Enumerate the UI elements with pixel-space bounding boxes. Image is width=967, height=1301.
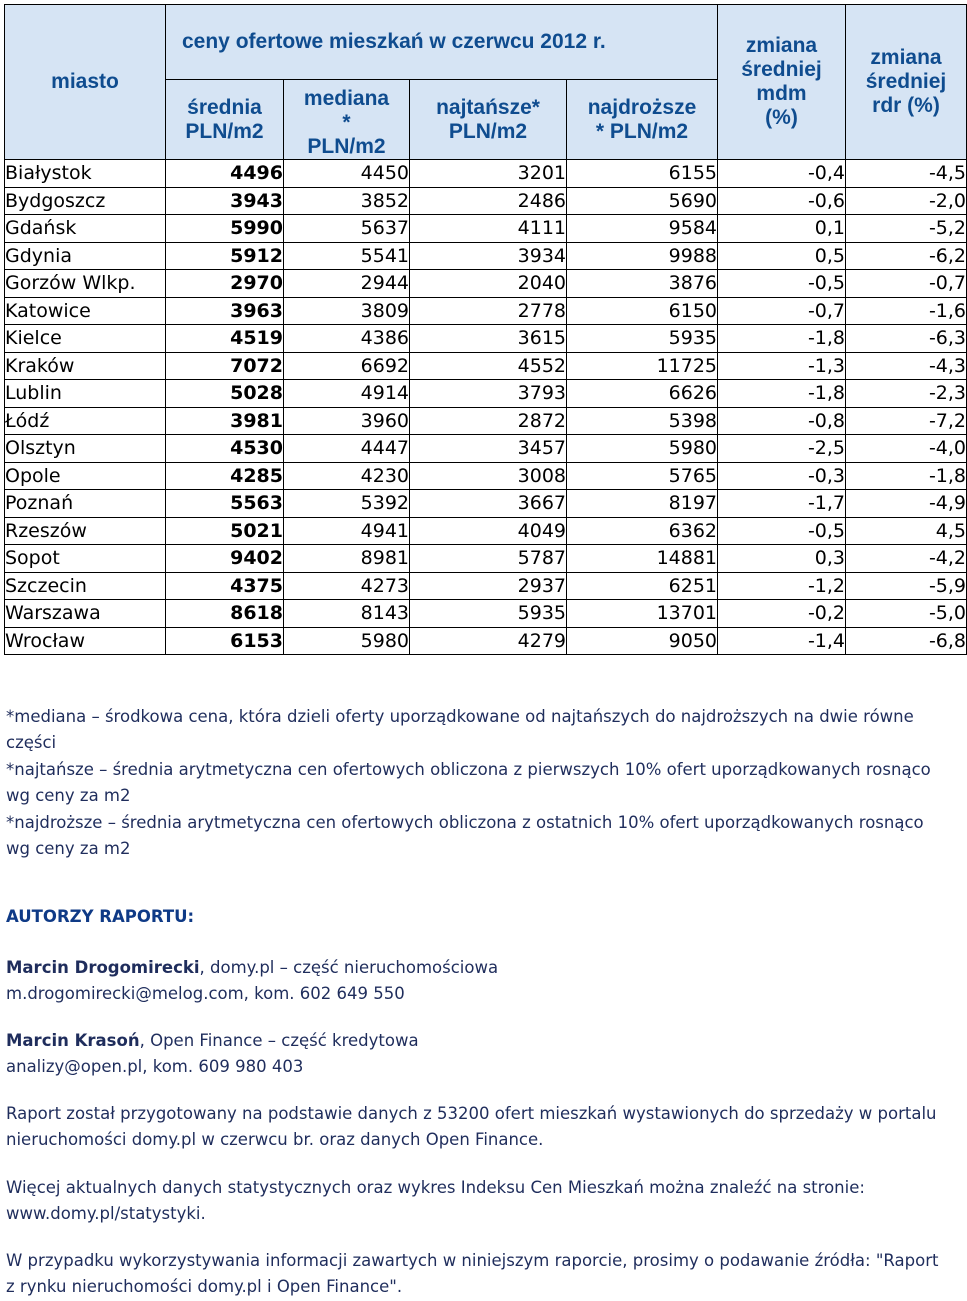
cell-median: 3809	[284, 297, 410, 325]
table-header-row-1	[5, 5, 967, 80]
table-body	[5, 160, 967, 655]
header-change-rdr: zmiana średniej rdr (%)	[846, 5, 967, 160]
footnote-cheapest: *najtańsze – średnia arytmetyczna cen ofertowych obliczona z pierwszych 10% ofert uporządkowanych rosnąco wg ceny za m2	[6, 759, 931, 806]
table-row	[5, 490, 967, 518]
cell-median: 5392	[284, 490, 410, 518]
cell-change-mdm: 0,1	[718, 215, 846, 243]
cell-city: Poznań	[5, 490, 166, 518]
cell-cheapest: 2872	[410, 407, 567, 435]
table-row	[5, 600, 967, 628]
cell-average: 3981	[166, 407, 284, 435]
table-row	[5, 187, 967, 215]
cell-change-rdr: -0,7	[846, 270, 967, 298]
header-priciest: najdroższe * PLN/m2	[567, 80, 718, 160]
cell-city: Gdynia	[5, 242, 166, 270]
cell-priciest: 9988	[567, 242, 718, 270]
cell-city: Olsztyn	[5, 435, 166, 463]
cell-priciest: 6155	[567, 160, 718, 188]
cell-change-mdm: -0,4	[718, 160, 846, 188]
cell-cheapest: 2040	[410, 270, 567, 298]
cell-average: 5021	[166, 517, 284, 545]
cell-change-mdm: -1,7	[718, 490, 846, 518]
cell-city: Łódź	[5, 407, 166, 435]
cell-change-rdr: -1,8	[846, 462, 967, 490]
cell-priciest: 5765	[567, 462, 718, 490]
header-cheapest: najtańsze* PLN/m2	[410, 80, 567, 160]
cell-priciest: 5935	[567, 325, 718, 353]
cell-average: 3943	[166, 187, 284, 215]
cell-priciest: 6150	[567, 297, 718, 325]
cell-change-mdm: -1,8	[718, 380, 846, 408]
cell-median: 2944	[284, 270, 410, 298]
cell-change-mdm: 0,5	[718, 242, 846, 270]
header-change-mdm: zmiana średniej mdm (%)	[718, 5, 846, 160]
cell-city: Wrocław	[5, 627, 166, 655]
cell-average: 9402	[166, 545, 284, 573]
cell-change-rdr: -2,0	[846, 187, 967, 215]
cell-median: 4447	[284, 435, 410, 463]
cell-change-rdr: -4,3	[846, 352, 967, 380]
cell-change-rdr: -6,3	[846, 325, 967, 353]
cell-city: Gorzów Wlkp.	[5, 270, 166, 298]
cell-change-mdm: -0,2	[718, 600, 846, 628]
cell-median: 5637	[284, 215, 410, 243]
paragraph-more-data: Więcej aktualnych danych statystycznych oraz wykres Indeksu Cen Mieszkań można znaleźć na stronie: www.domy.pl/statystyki.	[6, 1178, 865, 1224]
cell-median: 6692	[284, 352, 410, 380]
cell-average: 5028	[166, 380, 284, 408]
cell-cheapest: 3201	[410, 160, 567, 188]
footnote-median: *mediana – środkowa cena, która dzieli oferty uporządkowane od najtańszych do najdroższych na dwie równe części	[6, 707, 914, 753]
cell-cheapest: 2937	[410, 572, 567, 600]
paragraph-citation: W przypadku wykorzystywania informacji zawartych w niniejszym raporcie, prosimy o podawanie źródła: "Raport z rynku nieruchomości domy.pl i Open Finance".	[6, 1251, 939, 1297]
paragraph-data-source: Raport został przygotowany na podstawie danych z 53200 ofert mieszkań wystawionych do sprzedaży w portalu nieruchomości domy.pl w czerwcu br. oraz danych Open Finance.	[6, 1104, 937, 1150]
cell-cheapest: 4111	[410, 215, 567, 243]
cell-city: Szczecin	[5, 572, 166, 600]
cell-city: Opole	[5, 462, 166, 490]
cell-city: Rzeszów	[5, 517, 166, 545]
author-2-affiliation: , Open Finance – część kredytowa	[139, 1031, 419, 1050]
cell-priciest: 14881	[567, 545, 718, 573]
cell-median: 8143	[284, 600, 410, 628]
cell-priciest: 9050	[567, 627, 718, 655]
cell-change-mdm: -0,7	[718, 297, 846, 325]
cell-median: 4450	[284, 160, 410, 188]
author-1	[6, 955, 951, 1008]
cell-median: 4941	[284, 517, 410, 545]
cell-priciest: 5980	[567, 435, 718, 463]
table-row	[5, 215, 967, 243]
cell-average: 5990	[166, 215, 284, 243]
cell-median: 5980	[284, 627, 410, 655]
cell-average: 2970	[166, 270, 284, 298]
header-median: mediana * PLN/m2	[284, 80, 410, 160]
cell-change-rdr: -1,6	[846, 297, 967, 325]
price-table	[4, 4, 967, 655]
cell-city: Warszawa	[5, 600, 166, 628]
cell-city: Białystok	[5, 160, 166, 188]
cell-cheapest: 3667	[410, 490, 567, 518]
cell-change-rdr: -5,9	[846, 572, 967, 600]
cell-city: Kraków	[5, 352, 166, 380]
cell-priciest: 6251	[567, 572, 718, 600]
cell-change-rdr: -2,3	[846, 380, 967, 408]
table-row	[5, 462, 967, 490]
table-row	[5, 160, 967, 188]
cell-city: Lublin	[5, 380, 166, 408]
cell-average: 4519	[166, 325, 284, 353]
cell-city: Sopot	[5, 545, 166, 573]
cell-cheapest: 2778	[410, 297, 567, 325]
table-row	[5, 325, 967, 353]
author-1-affiliation: , domy.pl – część nieruchomościowa	[199, 958, 499, 977]
cell-change-mdm: -1,8	[718, 325, 846, 353]
table-row	[5, 545, 967, 573]
table-row	[5, 242, 967, 270]
cell-cheapest: 3457	[410, 435, 567, 463]
cell-median: 4386	[284, 325, 410, 353]
cell-change-rdr: -4,9	[846, 490, 967, 518]
header-group-title: ceny ofertowe mieszkań w czerwcu 2012 r.	[166, 5, 718, 80]
cell-change-rdr: -5,0	[846, 600, 967, 628]
cell-priciest: 5398	[567, 407, 718, 435]
cell-priciest: 5690	[567, 187, 718, 215]
cell-change-mdm: -0,6	[718, 187, 846, 215]
cell-priciest: 11725	[567, 352, 718, 380]
cell-city: Katowice	[5, 297, 166, 325]
cell-average: 7072	[166, 352, 284, 380]
header-city: miasto	[5, 5, 166, 160]
author-2	[6, 1028, 951, 1081]
cell-change-rdr: -6,8	[846, 627, 967, 655]
cell-cheapest: 3008	[410, 462, 567, 490]
cell-priciest: 3876	[567, 270, 718, 298]
cell-change-mdm: 0,3	[718, 545, 846, 573]
cell-average: 4285	[166, 462, 284, 490]
cell-change-rdr: -7,2	[846, 407, 967, 435]
cell-average: 5912	[166, 242, 284, 270]
table-row	[5, 270, 967, 298]
cell-change-rdr: 4,5	[846, 517, 967, 545]
cell-change-mdm: -0,5	[718, 270, 846, 298]
author-2-contact: analizy@open.pl, kom. 609 980 403	[6, 1057, 304, 1077]
cell-change-mdm: -2,5	[718, 435, 846, 463]
cell-cheapest: 4049	[410, 517, 567, 545]
cell-average: 3963	[166, 297, 284, 325]
cell-cheapest: 5935	[410, 600, 567, 628]
cell-change-rdr: -4,5	[846, 160, 967, 188]
cell-change-mdm: -1,4	[718, 627, 846, 655]
cell-average: 8618	[166, 600, 284, 628]
cell-change-mdm: -0,8	[718, 407, 846, 435]
cell-cheapest: 3934	[410, 242, 567, 270]
cell-change-rdr: -4,0	[846, 435, 967, 463]
footnotes	[6, 704, 951, 862]
table-row	[5, 352, 967, 380]
table-row	[5, 407, 967, 435]
cell-priciest: 6362	[567, 517, 718, 545]
cell-average: 4530	[166, 435, 284, 463]
author-1-contact: m.drogomirecki@melog.com, kom. 602 649 550	[6, 984, 405, 1004]
cell-cheapest: 4552	[410, 352, 567, 380]
cell-priciest: 8197	[567, 490, 718, 518]
cell-cheapest: 5787	[410, 545, 567, 573]
cell-change-mdm: -0,5	[718, 517, 846, 545]
cell-cheapest: 3615	[410, 325, 567, 353]
cell-city: Bydgoszcz	[5, 187, 166, 215]
cell-change-rdr: -4,2	[846, 545, 967, 573]
cell-median: 5541	[284, 242, 410, 270]
table-row	[5, 627, 967, 655]
cell-change-rdr: -5,2	[846, 215, 967, 243]
author-2-name: Marcin Krasoń	[6, 1031, 140, 1050]
cell-change-mdm: -0,3	[718, 462, 846, 490]
cell-median: 4273	[284, 572, 410, 600]
cell-median: 4230	[284, 462, 410, 490]
table-row	[5, 517, 967, 545]
cell-average: 6153	[166, 627, 284, 655]
cell-average: 4375	[166, 572, 284, 600]
table-row	[5, 572, 967, 600]
cell-cheapest: 4279	[410, 627, 567, 655]
table-row	[5, 435, 967, 463]
authors-heading: AUTORZY RAPORTU:	[6, 907, 195, 926]
cell-average: 4496	[166, 160, 284, 188]
cell-median: 3960	[284, 407, 410, 435]
author-1-name: Marcin Drogomirecki	[6, 958, 200, 977]
cell-change-mdm: -1,3	[718, 352, 846, 380]
cell-priciest: 13701	[567, 600, 718, 628]
cell-city: Gdańsk	[5, 215, 166, 243]
cell-median: 3852	[284, 187, 410, 215]
cell-change-mdm: -1,2	[718, 572, 846, 600]
table-row	[5, 380, 967, 408]
cell-median: 4914	[284, 380, 410, 408]
cell-average: 5563	[166, 490, 284, 518]
cell-city: Kielce	[5, 325, 166, 353]
cell-cheapest: 3793	[410, 380, 567, 408]
table-row	[5, 297, 967, 325]
cell-change-rdr: -6,2	[846, 242, 967, 270]
cell-priciest: 6626	[567, 380, 718, 408]
cell-priciest: 9584	[567, 215, 718, 243]
header-average: średnia PLN/m2	[166, 80, 284, 160]
footnote-priciest: *najdroższe – średnia arytmetyczna cen ofertowych obliczona z ostatnich 10% ofert uporządkowanych rosnąco wg ceny za m2	[6, 812, 924, 859]
cell-median: 8981	[284, 545, 410, 573]
cell-cheapest: 2486	[410, 187, 567, 215]
